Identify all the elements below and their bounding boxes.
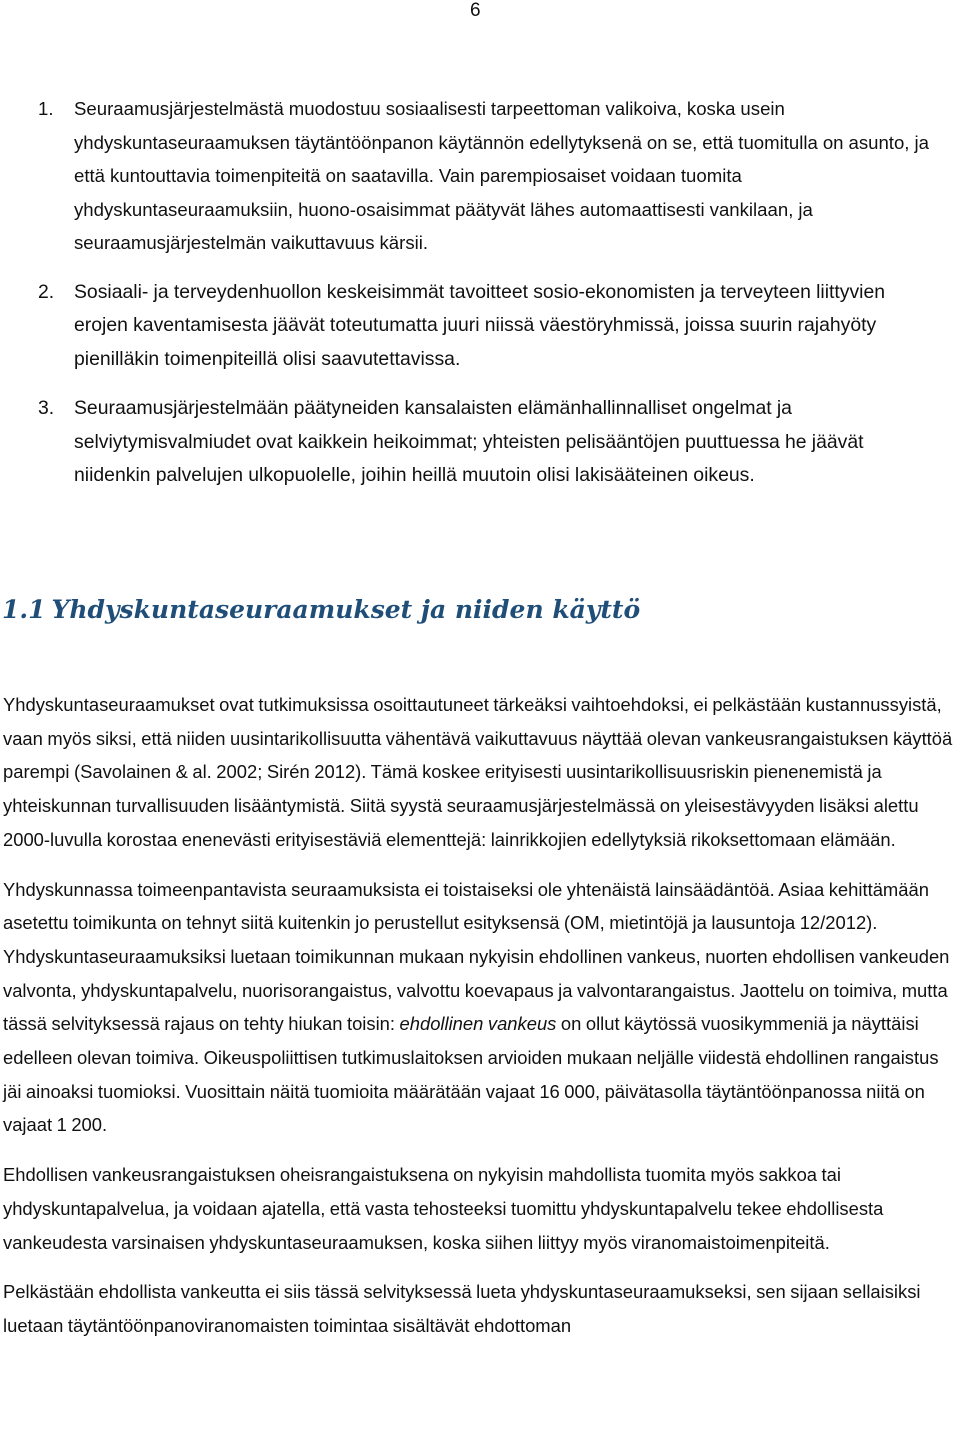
paragraph-text: Yhdyskunnassa toimeenpantavista seuraamuksista ei toistaiseksi ole yhtenäistä lainsäädäntöä. Asiaa kehittämään asetettu toimikunta on tehnyt siitä kuitenkin jo perustellut esityksensä (OM, mietintöjä ja lausuntoja 12/2012). Yhdyskuntaseuraamuksiksi luetaan toimikunnan mukaan nykyisin ehdollinen vankeus, nuorten ehdollisen vankeuden valvonta, yhdyskuntapalvelu, nuorisorangaistus, valvottu koevapaus ja valvontarangaistus. Jaottelu on toimiva, mutta tässä selvityksessä rajaus on tehty hiukan toisin: xyxy=(3,878,950,1035)
paragraph-text: on ollut käytössä vuosikymmeniä ja näyttäisi edelleen olevan toimiva. Oikeuspoliittisen tutkimuslaitoksen arvioiden mukaan neljälle viidestä ehdollinen rangaistus jäi ainoaksi tuomioksi. Vuosittain näitä tuomioita määrätään vajaat 16 000, päivätasolla täytäntöönpanossa niitä on vajaat 1 200. xyxy=(3,1013,939,1136)
list-item-text: Sosiaali- ja terveydenhuollon keskeisimmät tavoitteet sosio-ekonomisten ja terveyteen liittyvien erojen kaventamisesta jäävät toteutumatta juuri niissä väestöryhmissä, joissa suurin rajahyöty pienilläkin toimenpiteillä olisi saavutettavissa. xyxy=(74,280,886,370)
paragraph: Pelkästään ehdollista vankeutta ei siis tässä selvityksessä lueta yhdyskuntaseuraamukseksi, sen sijaan sellaisiksi luetaan täytäntöönpanoviranomaisten toimintaa sisältävät ehdottoman xyxy=(3,1281,921,1336)
list-item-number: 3. xyxy=(38,397,55,419)
list-item-number: 1. xyxy=(38,98,54,119)
paragraph: Yhdyskuntaseuraamukset ovat tutkimuksissa osoittautuneet tärkeäksi vaihtoehdoksi, ei pelkästään kustannussyistä, vaan myös siksi, että niiden uusintarikollisuutta vähentävä vaikuttavuus näyttää olevan vankeusrangaistuksen käyttöä parempi (Savolainen & al. 2002; Sirén 2012). Tämä koskee erityisesti uusintarikollisuusriskin pienenemistä ja yhteiskunnan turvallisuuden lisääntymistä. Siitä syystä seuraamusjärjestelmässä on yleisestävyyden lisäksi alettu 2000-luvulla korostaa enenevästi erityisestäviä elementtejä: lainrikkojien edellytyksiä rikoksettomaan elämään. xyxy=(3,694,953,850)
list-item-text: Seuraamusjärjestelmästä muodostuu sosiaalisesti tarpeettoman valikoiva, koska usein yhdyskuntaseuraamuksen täytäntöönpanon käytännön edellytyksenä on se, että tuomitulla on asunto, ja että kuntouttavia toimenpiteitä on saatavilla. Vain parempiosaiset voidaan tuomita yhdyskuntaseuraamuksiin, huono-osaisimmat päätyvät lähes automaattisesti vankilaan, ja seuraamusjärjestelmän vaikuttavuus kärsii. xyxy=(74,98,929,253)
section-heading xyxy=(2,590,640,630)
list-item xyxy=(38,392,938,493)
list-item-number: 2. xyxy=(38,280,55,303)
section-title: Yhdyskuntaseuraamukset ja niiden käyttö xyxy=(51,595,641,624)
body-text xyxy=(3,688,958,1359)
paragraph: Ehdollisen vankeusrangaistuksen oheisrangaistuksena on nykyisin mahdollista tuomita myös sakkoa tai yhdyskuntapalvelua, ja voidaan ajatella, että vasta tehosteeksi tuomittu yhdyskuntapalvelu tekee ehdollisesta vankeudesta varsinaisen yhdyskuntaseuraamuksen, koska siihen liittyy myös viranomaistoimenpiteitä. xyxy=(3,1164,884,1253)
paragraph xyxy=(3,873,958,1143)
list-item xyxy=(38,276,938,377)
numbered-list xyxy=(38,92,938,509)
list-item-text: Seuraamusjärjestelmään päätyneiden kansalaisten elämänhallinnalliset ongelmat ja selviytymisvalmiudet ovat kaikkein heikoimmat; yhteisten pelisääntöjen puuttuessa he jäävät niidenkin palvelujen ulkopuolelle, joihin heillä muutoin olisi lakisääteinen oikeus. xyxy=(74,397,864,486)
section-number: 1.1 xyxy=(2,595,46,624)
list-item xyxy=(38,92,938,260)
page-number: 6 xyxy=(470,0,481,21)
emphasis-text: ehdollinen vankeus xyxy=(399,1013,557,1035)
